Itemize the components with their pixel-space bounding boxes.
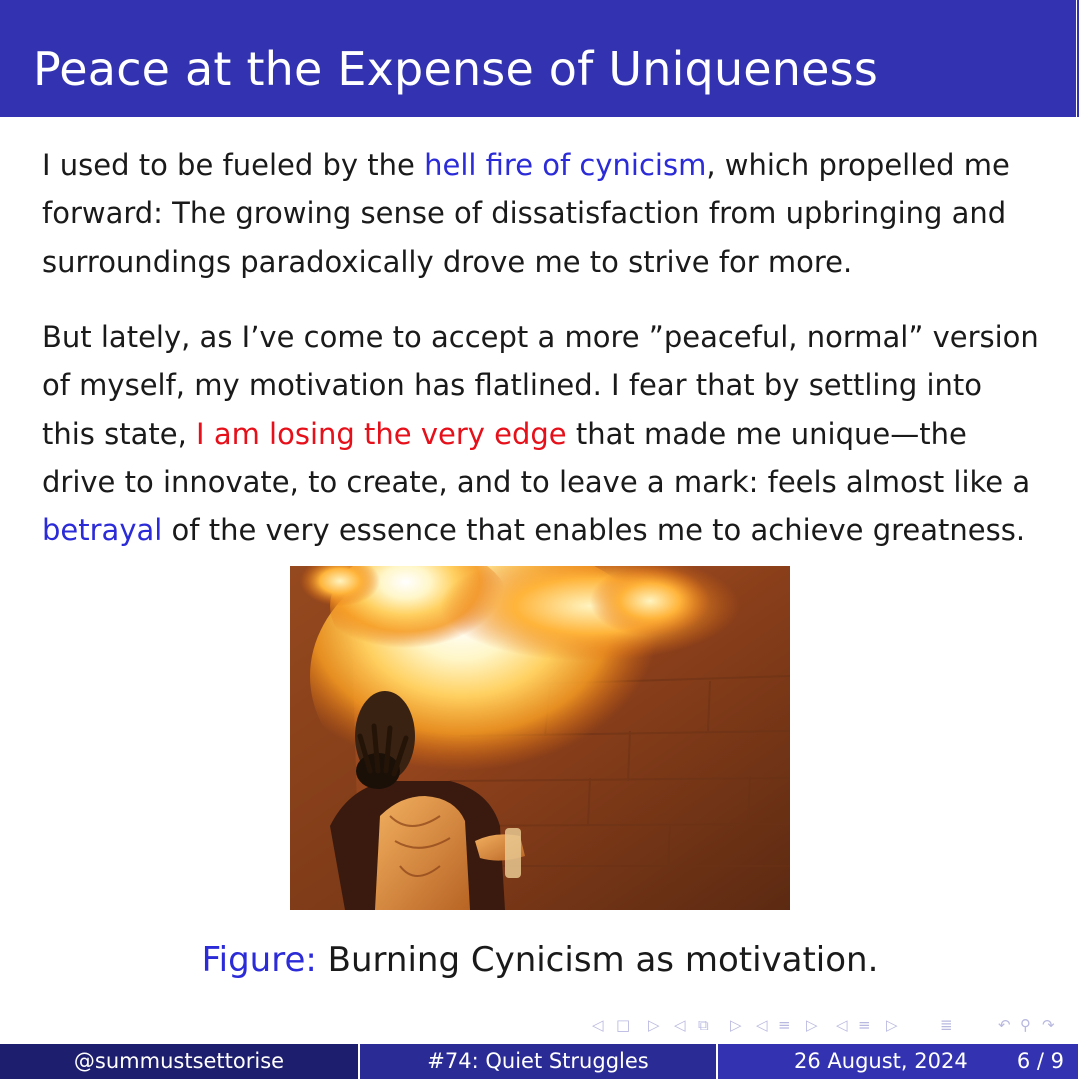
paragraph-line: But lately, as I’ve come to accept a more ”peaceful, normal” version bbox=[42, 320, 1039, 354]
figure-caption-text: Burning Cynicism as motivation. bbox=[327, 940, 879, 980]
toc-icon[interactable]: ≣ bbox=[940, 1016, 953, 1034]
figure-caption bbox=[0, 935, 1080, 985]
figure-label: Figure: bbox=[201, 940, 317, 980]
footer-author: @summustsettorise bbox=[0, 1044, 358, 1079]
title-bar bbox=[0, 0, 1076, 117]
paragraph-line bbox=[42, 141, 1052, 189]
paragraph-line bbox=[42, 506, 1052, 554]
text-run: I used to be fueled by the bbox=[42, 148, 425, 182]
highlight-hell-fire: hell fire of cynicism bbox=[424, 148, 707, 182]
fire-breather-illustration bbox=[290, 566, 790, 910]
slide-title: Peace at the Expense of Uniqueness bbox=[33, 42, 878, 96]
text-run: , which propelled me bbox=[706, 148, 1010, 182]
back-icon[interactable]: ↶ bbox=[998, 1016, 1011, 1034]
footer-date: 26 August, 2024 bbox=[794, 1049, 968, 1073]
highlight-losing-edge: I am losing the very edge bbox=[196, 416, 567, 451]
footer-bar bbox=[0, 1044, 1080, 1080]
section-icon[interactable]: ≡ bbox=[778, 1016, 791, 1034]
next-part-icon[interactable]: ▷ bbox=[886, 1016, 898, 1034]
beamer-navigation bbox=[590, 1014, 1070, 1036]
next-section-icon[interactable]: ▷ bbox=[806, 1016, 818, 1034]
footer-talk-title: #74: Quiet Struggles bbox=[360, 1044, 716, 1079]
prev-section-icon[interactable]: ◁ bbox=[756, 1016, 768, 1034]
text-run: that made me unique—the bbox=[566, 416, 967, 451]
fire-breather-photo bbox=[290, 566, 790, 910]
paragraph-line: drive to innovate, to create, and to leave a mark: feels almost like a bbox=[42, 464, 1031, 499]
search-icon[interactable]: ⚲ bbox=[1020, 1016, 1031, 1034]
next-frame-icon[interactable]: ▷ bbox=[648, 1016, 660, 1034]
next-subsection-icon[interactable]: ▷ bbox=[730, 1016, 742, 1034]
title-bar-edge-line bbox=[1077, 0, 1079, 117]
prev-part-icon[interactable]: ◁ bbox=[836, 1016, 848, 1034]
part-icon[interactable]: ≡ bbox=[858, 1016, 871, 1034]
forward-icon[interactable]: ↷ bbox=[1042, 1016, 1055, 1034]
text-run: this state, bbox=[42, 416, 197, 451]
paragraph-line: of myself, my motivation has flatlined. I fear that by settling into bbox=[42, 368, 983, 403]
prev-frame-icon[interactable]: ◁ bbox=[592, 1016, 604, 1034]
footer-page-number: 6 / 9 bbox=[1016, 1049, 1064, 1073]
paragraph-line: forward: The growing sense of dissatisfaction from upbringing and bbox=[42, 196, 1007, 231]
paragraph-line bbox=[42, 410, 1052, 458]
paragraph-cynicism bbox=[42, 141, 1052, 286]
highlight-betrayal: betrayal bbox=[42, 513, 163, 548]
prev-subsection-icon[interactable]: ◁ bbox=[674, 1016, 686, 1034]
subsection-icon[interactable]: ⧉ bbox=[698, 1016, 709, 1034]
footer-date-section bbox=[718, 1044, 1078, 1079]
frame-icon[interactable]: □ bbox=[616, 1016, 631, 1034]
text-run: of the very essence that enables me to achieve greatness. bbox=[162, 513, 1026, 548]
paragraph-line: surroundings paradoxically drove me to strive for more. bbox=[42, 244, 853, 279]
paragraph-motivation bbox=[42, 313, 1052, 554]
